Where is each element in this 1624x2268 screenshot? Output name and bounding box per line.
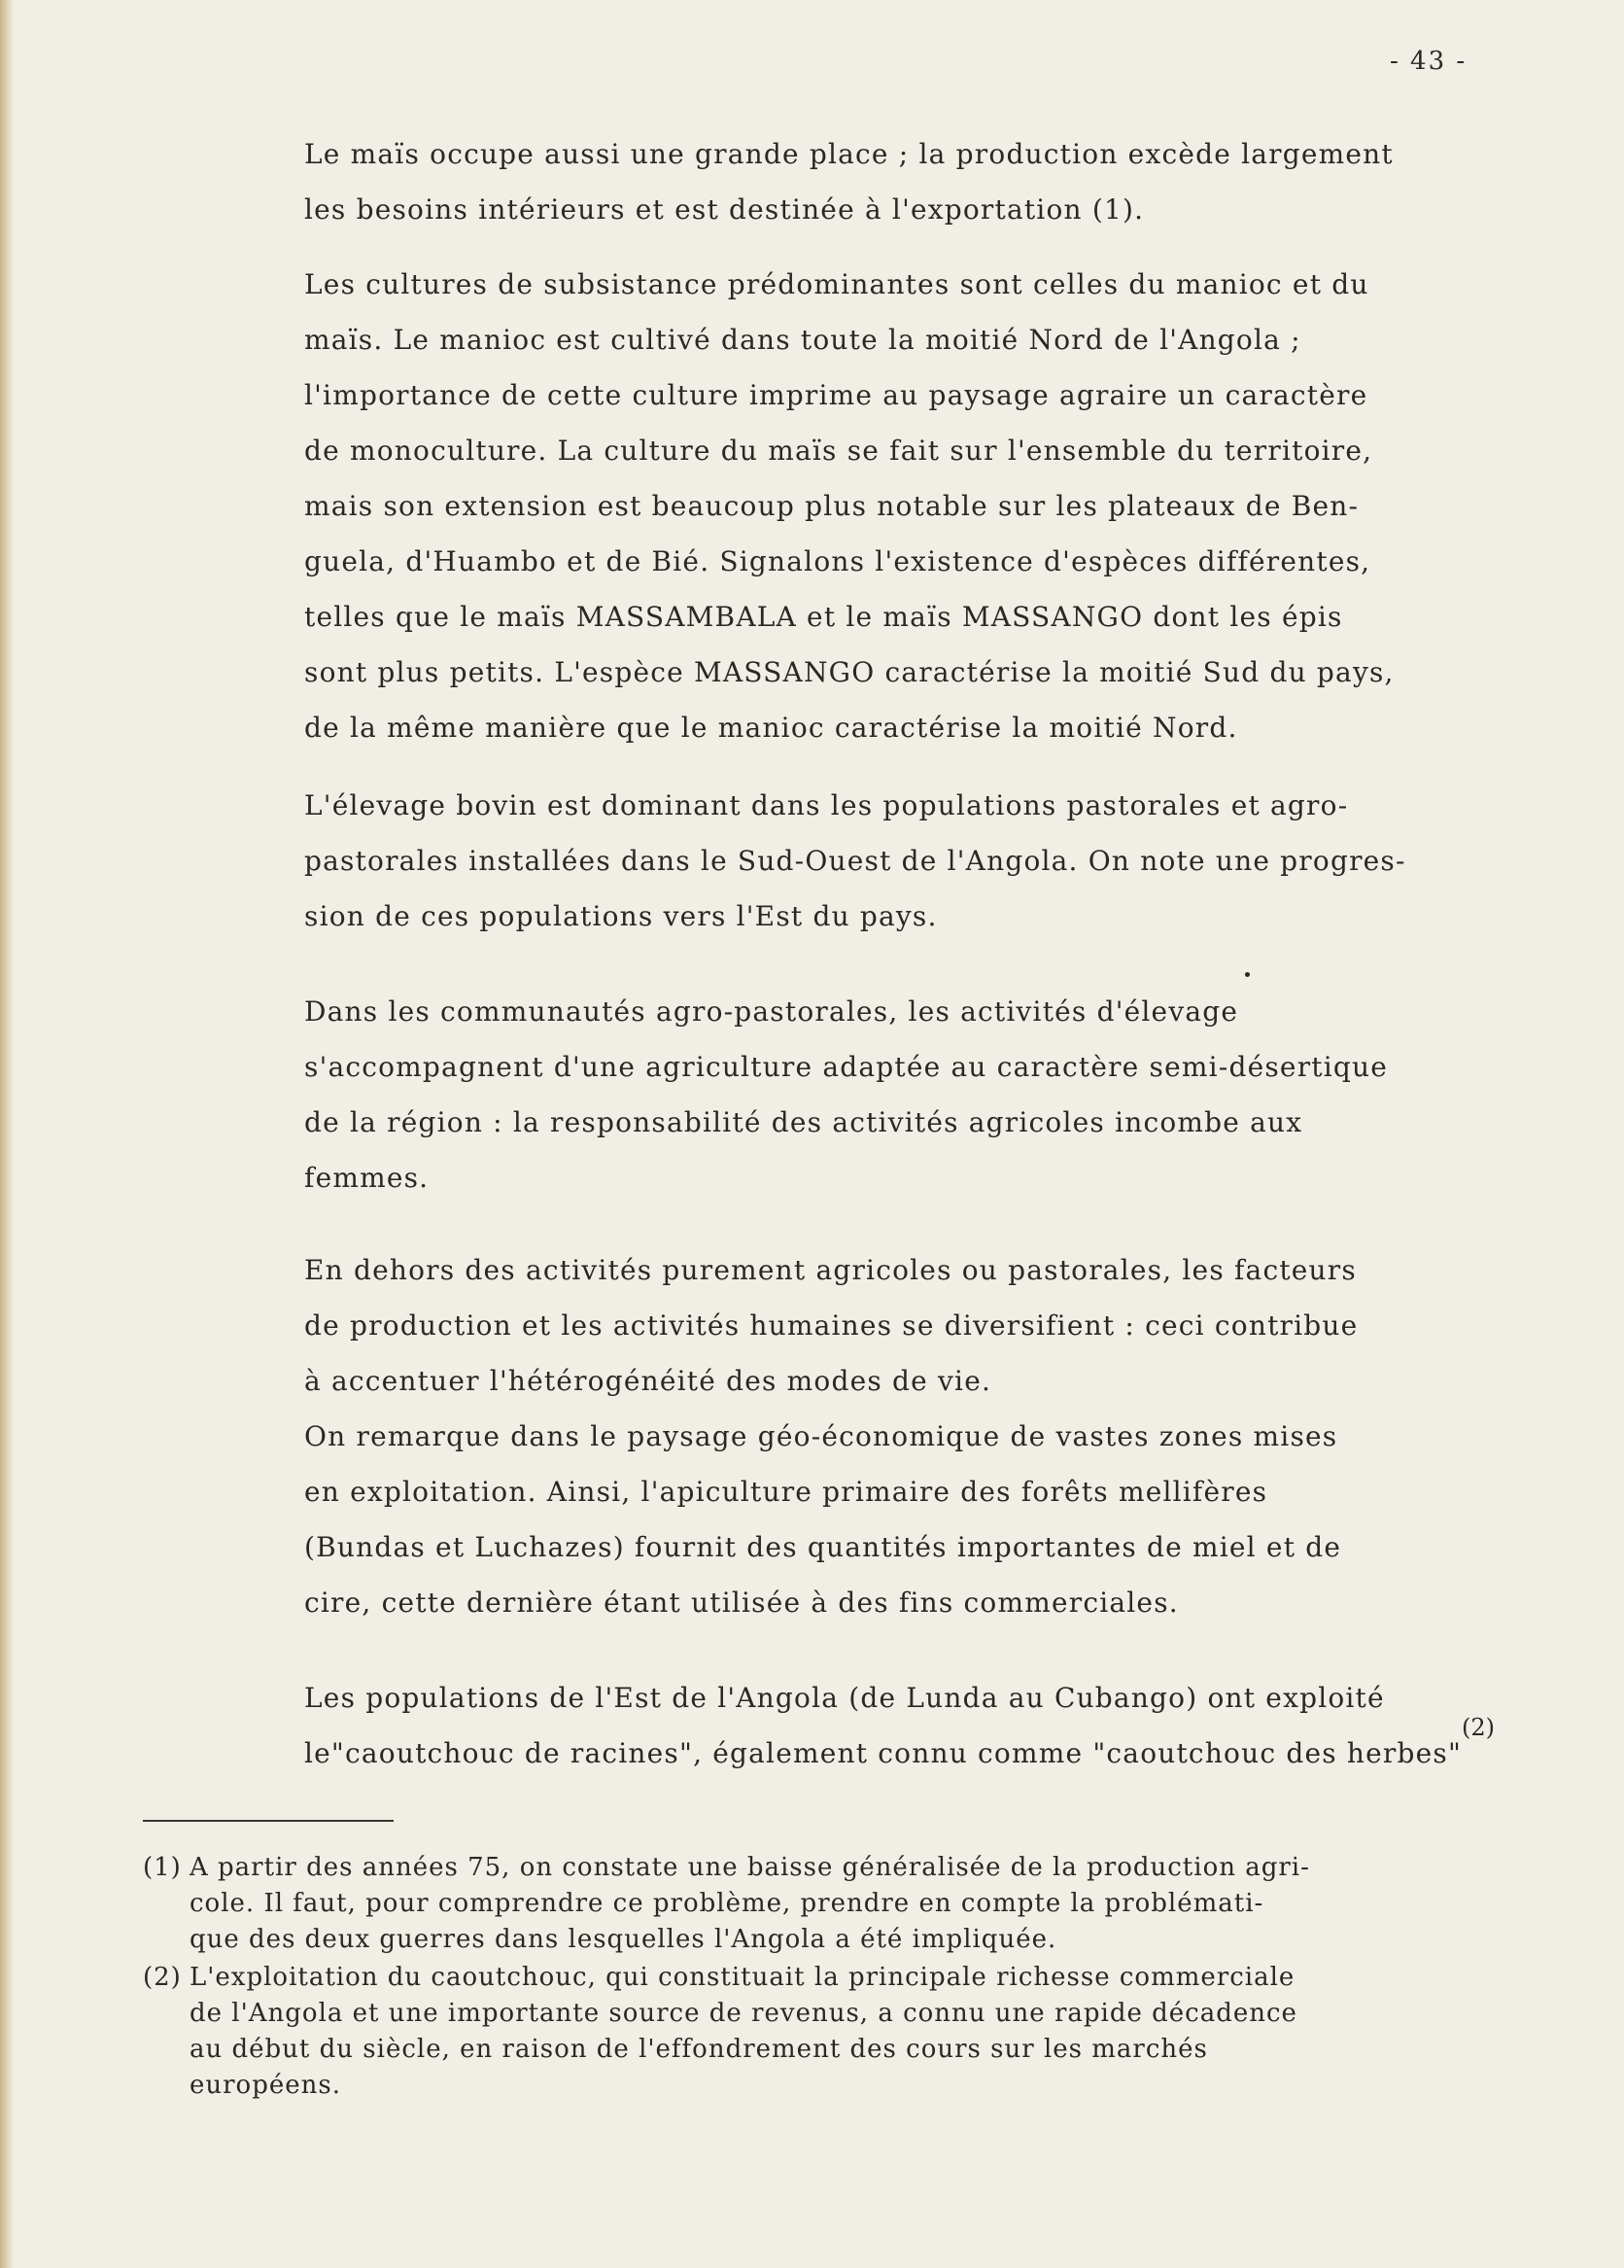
text-line: guela, d'Huambo et de Bié. Signalons l'existence d'espèces différentes, [304, 545, 1371, 577]
text-line: On remarque dans le paysage géo-économique de vastes zones mises [304, 1420, 1338, 1452]
text-line: mais son extension est beaucoup plus notable sur les plateaux de Ben- [304, 490, 1360, 522]
text-line: de la même manière que le manioc caractérise la moitié Nord. [304, 712, 1238, 744]
text-line: à accentuer l'hétérogénéité des modes de vie. [304, 1365, 992, 1397]
text-line: pastorales installées dans le Sud-Ouest de l'Angola. On note une progres- [304, 845, 1406, 877]
text-line: (Bundas et Luchazes) fournit des quantités importantes de miel et de [304, 1531, 1342, 1563]
text-line: Les cultures de subsistance prédominantes sont celles du manioc et du [304, 268, 1369, 300]
footnote-number: (2) [143, 1963, 182, 1992]
text-line: En dehors des activités purement agricoles ou pastorales, les facteurs [304, 1254, 1357, 1286]
text-line: en exploitation. Ainsi, l'apiculture primaire des forêts mellifères [304, 1476, 1268, 1508]
footnote-line: cole. Il faut, pour comprendre ce problème, prendre en compte la problémati- [190, 1889, 1264, 1918]
text-line: Le maïs occupe aussi une grande place ; la production excède largement [304, 138, 1394, 170]
footnote-line: L'exploitation du caoutchouc, qui constituait la principale richesse commerciale [190, 1963, 1296, 1992]
footnote-body [190, 1850, 1310, 1958]
text-line [304, 1714, 1496, 1781]
text-line: cire, cette dernière étant utilisée à des fins commerciales. [304, 1587, 1179, 1619]
footnote-line: européens. [190, 2071, 341, 2100]
page-binding-edge [0, 0, 14, 2268]
paragraph [304, 1242, 1358, 1630]
text-line: de monoculture. La culture du maïs se fait sur l'ensemble du territoire, [304, 435, 1373, 467]
footnote-line: au début du siècle, en raison de l'effondrement des cours sur les marchés [190, 2035, 1208, 2064]
text-line: maïs. Le manioc est cultivé dans toute la moitié Nord de l'Angola ; [304, 324, 1301, 356]
footnote-line: de l'Angola et une importante source de revenus, a connu une rapide décadence [190, 1999, 1297, 2028]
text-line: les besoins intérieurs et est destinée à l'exportation (1). [304, 193, 1145, 226]
text-line: telles que le maïs MASSAMBALA et le maïs MASSANGO dont les épis [304, 601, 1343, 633]
footnote-line: A partir des années 75, on constate une baisse généralisée de la production agri- [190, 1853, 1310, 1882]
footnote-line: que des deux guerres dans lesquelles l'Angola a été impliquée. [190, 1925, 1057, 1954]
text-line: L'élevage bovin est dominant dans les populations pastorales et agro- [304, 789, 1349, 821]
footnote-divider [143, 1820, 394, 1822]
footnote-number: (1) [143, 1853, 182, 1882]
text-line: femmes. [304, 1162, 430, 1194]
text-line: sont plus petits. L'espèce MASSANGO caractérise la moitié Sud du pays, [304, 656, 1395, 688]
footnote-body [190, 1960, 1297, 2104]
paragraph [304, 1670, 1495, 1781]
page-number: - 43 - [1390, 47, 1468, 76]
text-line-content: le"caoutchouc de racines", également connu comme "caoutchouc des herbes" [304, 1737, 1463, 1769]
text-line: s'accompagnent d'une agriculture adaptée au caractère semi-désertique [304, 1051, 1389, 1083]
paragraph [304, 126, 1394, 237]
paragraph [304, 257, 1395, 755]
text-line: sion de ces populations vers l'Est du pays. [304, 900, 938, 932]
text-line: l'importance de cette culture imprime au paysage agraire un caractère [304, 379, 1368, 411]
paragraph [304, 778, 1406, 944]
text-line: de la région : la responsabilité des activités agricoles incombe aux [304, 1106, 1303, 1138]
footnote-marker: (2) [1462, 1714, 1496, 1741]
ink-speck [1245, 972, 1250, 977]
text-line: de production et les activités humaines se diversifient : ceci contribue [304, 1309, 1359, 1342]
paragraph [304, 984, 1388, 1205]
text-line: Les populations de l'Est de l'Angola (de Lunda au Cubango) ont exploité [304, 1682, 1385, 1714]
text-line: Dans les communautés agro-pastorales, les activités d'élevage [304, 995, 1239, 1028]
